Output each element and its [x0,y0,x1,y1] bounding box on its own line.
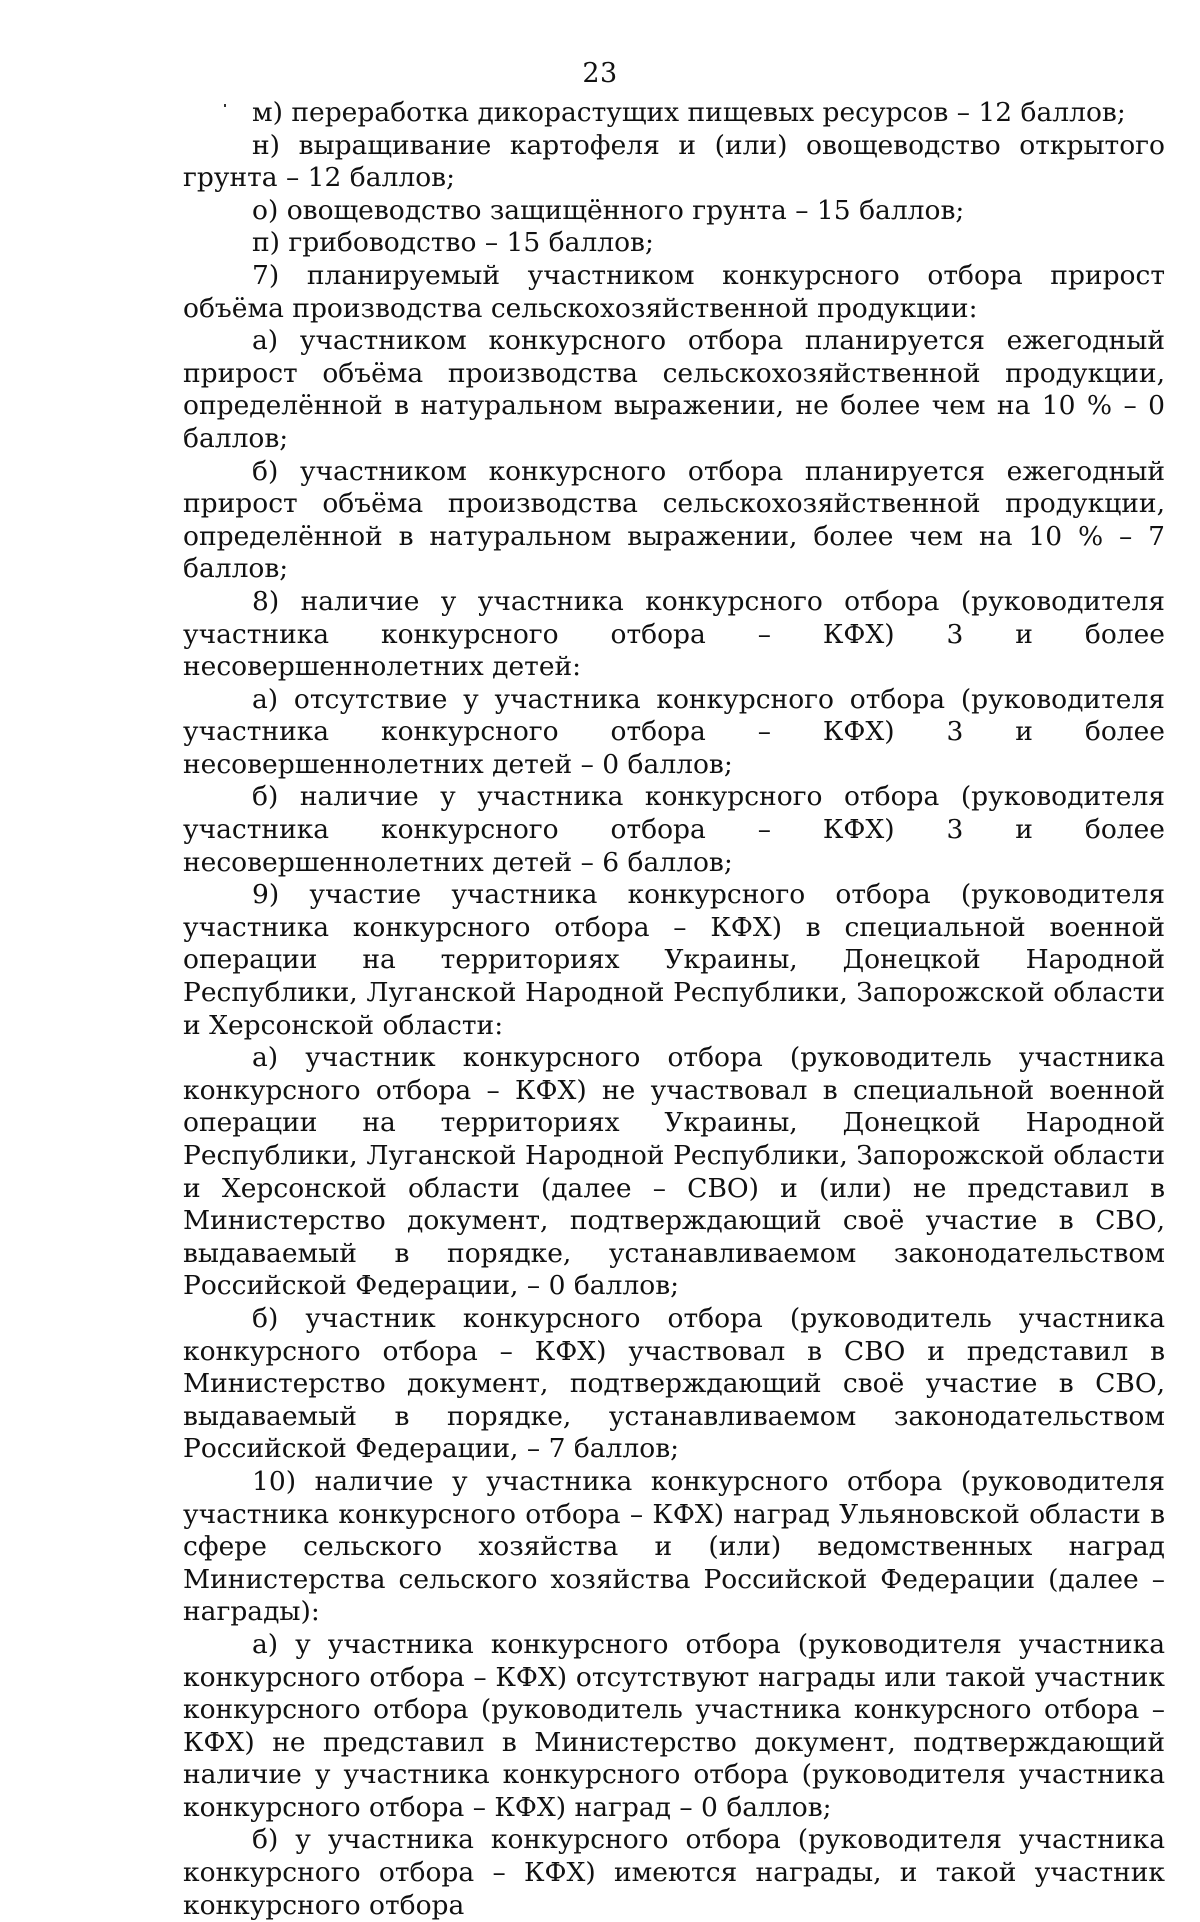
criterion-10-option-a: а) у участника конкурсного отбора (руководителя участника конкурсного отбора – КФХ) отсутствуют награды или такой участник конкурсного отбора (руководитель участника конкурсного отбора – КФХ) не представил в Министерство документ, подтверждающий наличие у участника конкурсного отбора (руководителя участника конкурсного отбора – КФХ) наград – 0 баллов; [183,1628,1165,1823]
criterion-10-option-b: б) у участника конкурсного отбора (руководителя участника конкурсного отбора – КФХ) имеются награды, и такой участник конкурсного отбора [183,1824,1165,1921]
criterion-8-heading: 8) наличие у участника конкурсного отбора (руководителя участника конкурсного отбора – КФХ) 3 и более несовершеннолетних детей: [183,585,1165,683]
criterion-9-option-a: а) участник конкурсного отбора (руководитель участника конкурсного отбора – КФХ) не участвовал в специальной военной операции на территориях Украины, Донецкой Народной Республики, Луганской Народной Республики, Запорожской области и Херсонской области (далее – СВО) и (или) не представил в Министерство документ, подтверждающий своё участие в СВО, выдаваемый в порядке, устанавливаемом законодательством Российской Федерации, – 0 баллов; [183,1042,1165,1302]
list-item-p: п) грибоводство – 15 баллов; [252,227,654,259]
criterion-10-heading: 10) наличие у участника конкурсного отбора (руководителя участника конкурсного отбора – КФХ) наград Ульяновской области в сфере сельского хозяйства и (или) ведомственных наград Министерства сельского хозяйства Российской Федерации (далее – награды): [183,1465,1165,1628]
list-item-o: о) овощеводство защищённого грунта – 15 баллов; [252,194,965,226]
criterion-8-option-a: а) отсутствие у участника конкурсного отбора (руководителя участника конкурсного отбора – КФХ) 3 и более несовершеннолетних детей – 0 баллов; [183,683,1165,780]
criterion-7-option-a: а) участником конкурсного отбора планируется ежегодный прирост объёма производства сельскохозяйственной продукции, определённой в натуральном выражении, не более чем на 10 % – 0 баллов; [183,325,1165,454]
criterion-7-heading: 7) планируемый участником конкурсного отбора прирост объёма производства сельскохозяйственной продукции: [183,259,1165,324]
criterion-9-option-b: б) участник конкурсного отбора (руководитель участника конкурсного отбора – КФХ) участвовал в СВО и представил в Министерство документ, подтверждающий своё участие в СВО, выдаваемый в порядке, устанавливаемом законодательством Российской Федерации, – 7 баллов; [183,1302,1165,1465]
list-item-n: н) выращивание картофеля и (или) овощеводство открытого грунта – 12 баллов; [183,129,1165,194]
criterion-9-heading: 9) участие участника конкурсного отбора (руководителя участника конкурсного отбора – КФХ) в специальной военной операции на территориях Украины, Донецкой Народной Республики, Луганской Народной Республики, Запорожской области и Херсонской области: [183,879,1165,1041]
list-item-m: м) переработка дикорастущих пищевых ресурсов – 12 баллов; [252,97,1126,128]
page-number: 23 [582,58,618,89]
criterion-8-option-b: б) наличие у участника конкурсного отбора (руководителя участника конкурсного отбора – КФХ) 3 и более несовершеннолетних детей – 6 баллов; [183,781,1165,878]
document-body [183,97,1165,1922]
criterion-7-option-b: б) участником конкурсного отбора планируется ежегодный прирост объёма производства сельскохозяйственной продукции, определённой в натуральном выражении, более чем на 10 % – 7 баллов; [183,455,1165,585]
